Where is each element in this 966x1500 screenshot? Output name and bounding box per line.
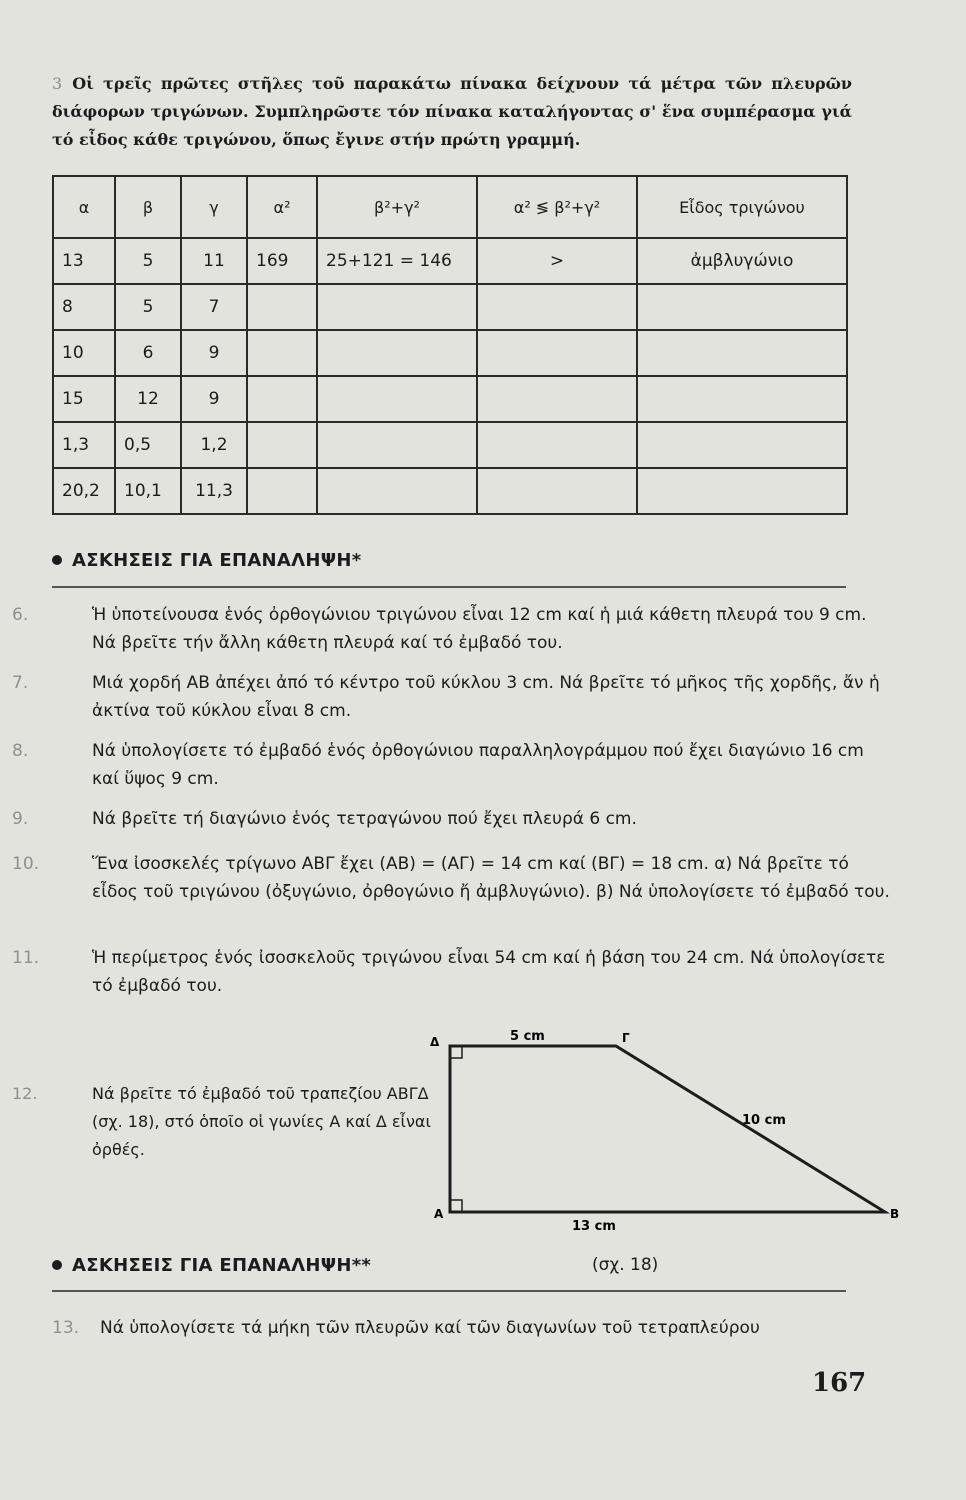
exercise-number: 6. [12,605,29,625]
section-rule [52,1290,846,1292]
table-cell: 20,2 [53,468,115,514]
vertex-label-b: Β [890,1207,900,1221]
table-cell [247,376,317,422]
table-cell [317,376,477,422]
table-cell: ἀμβλυγώνιο [637,238,847,284]
page-number: 167 [812,1368,867,1398]
table-row [53,468,847,514]
table-cell [477,330,637,376]
exercise-6 [12,601,892,657]
table-cell [637,330,847,376]
table-cell [477,468,637,514]
exercise-number: 7. [12,673,29,693]
table-cell [247,330,317,376]
exercise-text: Μιά χορδή ΑΒ ἀπέχει ἀπό τό κέντρο τοῦ κύκλου 3 cm. Νά βρεῖτε τό μῆκος τῆς χορδῆς, ἄν ἡ ἀκτίνα τοῦ κύκλου εἶναι 8 cm. [92,673,880,721]
exercise-number: 12. [12,1084,38,1103]
exercise-text: Νά ὑπολογίσετε τά μήκη τῶν πλευρῶν καί τῶν διαγωνίων τοῦ τετραπλεύρου [100,1318,760,1338]
header-cell: α [53,176,115,238]
intro-number: 3 [52,74,63,93]
table-row [53,238,847,284]
table-cell: 5 [115,284,181,330]
exercise-number: 10. [12,854,40,874]
table-cell [637,422,847,468]
table-cell: 8 [53,284,115,330]
header-cell: γ [181,176,247,238]
table-cell [247,284,317,330]
table-cell [637,468,847,514]
section-heading-1 [52,550,361,571]
table-cell: 5 [115,238,181,284]
table-cell: 7 [181,284,247,330]
exercise-text: Νά ὑπολογίσετε τό ἐμβαδό ἑνός ὀρθογώνιου παραλληλογράμμου πού ἔχει διαγώνιο 16 cm καί ὕψος 9 cm. [92,741,864,789]
table-cell [247,468,317,514]
vertex-label-a: Α [434,1207,444,1221]
table-cell: 11 [181,238,247,284]
table-cell: 1,2 [181,422,247,468]
table-cell: 0,5 [115,422,181,468]
exercise-number: 13. [52,1318,80,1338]
header-cell: Εἶδος τριγώνου [637,176,847,238]
exercise-number: 8. [12,741,29,761]
table-cell [637,376,847,422]
exercise-11 [12,944,892,1000]
slant-length-label: 10 cm [742,1113,786,1128]
exercise-13 [52,1314,872,1342]
vertex-label-g: Γ [622,1031,630,1045]
intro-paragraph [52,70,852,154]
table-row [53,376,847,422]
table-cell [247,422,317,468]
table-cell: 169 [247,238,317,284]
table-cell [637,284,847,330]
table-cell: 13 [53,238,115,284]
table-cell [477,376,637,422]
right-angle-mark-d [450,1046,462,1058]
table-cell [317,468,477,514]
figure-caption: (σχ. 18) [592,1255,659,1275]
table-cell [317,284,477,330]
triangle-table [52,175,848,515]
section-rule [52,586,846,588]
table-cell: 11,3 [181,468,247,514]
bullet-icon [52,555,62,565]
exercise-number: 11. [12,948,40,968]
table-cell: 10,1 [115,468,181,514]
table-cell: > [477,238,637,284]
table-cell [317,422,477,468]
table-cell [477,422,637,468]
exercise-number: 9. [12,809,29,829]
table-cell: 1,3 [53,422,115,468]
trapezoid-figure [420,1020,920,1230]
section-heading-2 [52,1255,371,1276]
table-row [53,330,847,376]
table-row [53,422,847,468]
exercise-7 [12,669,892,725]
table-cell: 9 [181,376,247,422]
exercise-10 [12,850,892,906]
table-row [53,284,847,330]
exercise-text: Ἡ ὑποτείνουσα ἑνός ὀρθογώνιου τριγώνου εἶναι 12 cm καί ἡ μιά κάθετη πλευρά του 9 cm. Νά βρεῖτε τήν ἄλλη κάθετη πλευρά καί τό ἐμβαδό του. [92,605,867,653]
table-cell: 10 [53,330,115,376]
right-angle-mark-a [450,1200,462,1212]
intro-text: Οἱ τρεῖς πρῶτες στῆλες τοῦ παρακάτω πίνακα δείχνουν τά μέτρα τῶν πλευρῶν διάφορων τριγώνων. Συμπληρῶστε τόν πίνακα καταλήγοντας σ' ἕνα συμπέρασμα γιά τό εἶδος κάθε τριγώνου, ὅπως ἔγινε στήν πρώτη γραμμή. [52,74,852,149]
exercise-8 [12,737,892,793]
trapezoid-shape [450,1046,885,1212]
header-cell: β²+γ² [317,176,477,238]
exercise-text: Ἡ περίμετρος ἑνός ἰσοσκελοῦς τριγώνου εἶναι 54 cm καί ἡ βάση του 24 cm. Νά ὑπολογίσετε τό ἐμβαδό του. [92,948,886,996]
header-cell: α² [247,176,317,238]
bullet-icon [52,1260,62,1270]
exercise-9 [12,805,892,833]
section-title: ΑΣΚΗΣΕΙΣ ΓΙΑ ΕΠΑΝΑΛΗΨΗ** [72,1255,372,1276]
exercise-text: Ἕνα ἰσοσκελές τρίγωνο ΑΒΓ ἔχει (ΑΒ) = (ΑΓ) = 14 cm καί (ΒΓ) = 18 cm. α) Νά βρεῖτε τό εἶδος τοῦ τριγώνου (ὀξυγώνιο, ὀρθογώνιο ἤ ἀμβλυγώνιο). β) Νά ὑπολογίσετε τό ἐμβαδό του. [92,854,890,902]
table-cell: 15 [53,376,115,422]
header-cell: α² ≶ β²+γ² [477,176,637,238]
table-header-row [53,176,847,238]
table-cell: 6 [115,330,181,376]
table-cell: 12 [115,376,181,422]
table-cell: 9 [181,330,247,376]
top-length-label: 5 cm [510,1029,545,1044]
base-length-label: 13 cm [572,1219,616,1230]
section-title: ΑΣΚΗΣΕΙΣ ΓΙΑ ΕΠΑΝΑΛΗΨΗ* [72,550,362,571]
table-cell: 25+121 = 146 [317,238,477,284]
header-cell: β [115,176,181,238]
table-cell [477,284,637,330]
table-cell [317,330,477,376]
exercise-text: Νά βρεῖτε τή διαγώνιο ἑνός τετραγώνου πού ἔχει πλευρά 6 cm. [92,809,637,829]
exercise-12 [12,1080,464,1164]
vertex-label-d: Δ [430,1035,440,1049]
exercise-text: Νά βρεῖτε τό ἐμβαδό τοῦ τραπεζίου ΑΒΓΔ (σχ. 18), στό ὁποῖο οἱ γωνίες Α καί Δ εἶναι ὀρθές. [92,1084,431,1159]
